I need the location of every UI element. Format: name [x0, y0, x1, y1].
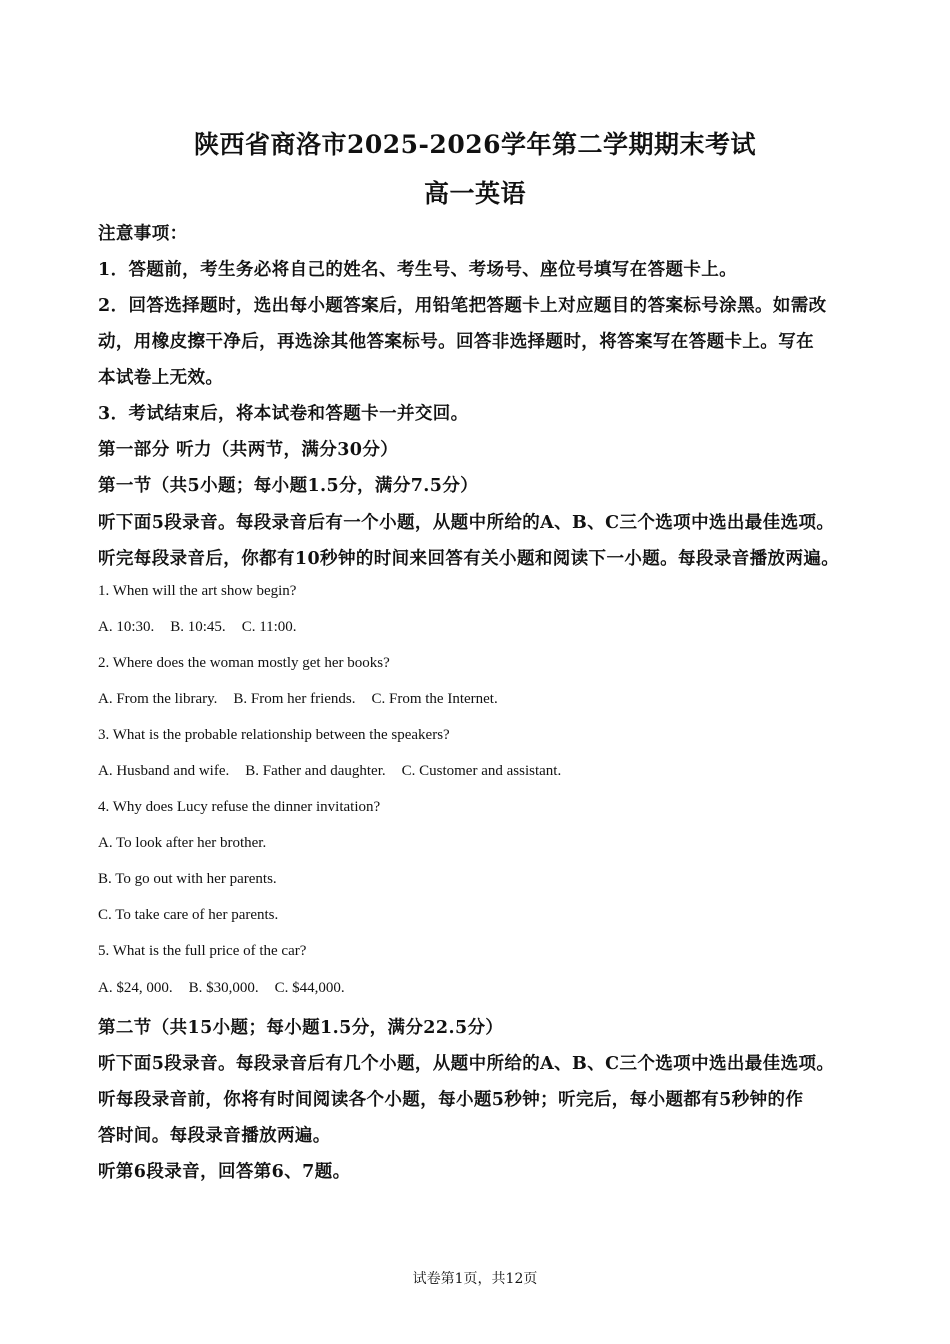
question-4-option-b: B. To go out with her parents. [98, 871, 277, 887]
exam-title: 陕西省商洛市2025-2026学年第二学期期末考试 [193, 130, 757, 159]
question-5-option-b: B. $30,000. [188, 980, 259, 996]
notice-item-2-line-3: 本试卷上无效。 [98, 368, 224, 388]
question-1-options [98, 619, 858, 636]
question-3-option-b: B. Father and daughter. [245, 763, 386, 779]
section1-instruction-line-2: 听完每段录音后，你都有10秒钟的时间来回答有关小题和阅读下一小题。每段录音播放两遍。 [98, 549, 840, 569]
section2-next-recording: 听第6段录音，回答第6、7题。 [98, 1162, 351, 1182]
question-1-option-b: B. 10:45. [170, 619, 226, 635]
section2-instruction-line-3: 答时间。每段录音播放两遍。 [98, 1126, 331, 1146]
question-3-option-a: A. Husband and wife. [98, 763, 230, 779]
notice-item-2-line-2: 动，用橡皮擦干净后，再选涂其他答案标号。回答非选择题时，将答案写在答题卡上。写在 [98, 332, 814, 352]
question-2-option-b: B. From her friends. [233, 691, 356, 707]
section1-instruction-line-1: 听下面5段录音。每段录音后有一个小题，从题中所给的A、B、C三个选项中选出最佳选项。 [98, 513, 835, 533]
question-4-stem: 4. Why does Lucy refuse the dinner invitation? [98, 799, 381, 815]
exam-subject: 高一英语 [423, 179, 526, 208]
part1-heading: 第一部分 听力（共两节，满分30分） [98, 440, 399, 460]
question-4-option-a: A. To look after her brother. [98, 835, 267, 851]
question-1-option-a: A. 10:30. [98, 619, 155, 635]
question-2-options [98, 691, 858, 708]
section1-heading: 第一节（共5小题；每小题1.5分，满分7.5分） [98, 476, 479, 496]
page-footer: 试卷第1页，共12页 [412, 1271, 538, 1287]
question-4-option-c: C. To take care of her parents. [98, 907, 279, 923]
question-1-stem: 1. When will the art show begin? [98, 583, 297, 599]
question-2-option-c: C. From the Internet. [371, 691, 498, 707]
question-1-option-c: C. 11:00. [241, 619, 297, 635]
question-5-options [98, 980, 858, 997]
notice-item-2-line-1: 2．回答选择题时，选出每小题答案后，用铅笔把答题卡上对应题目的答案标号涂黑。如需改 [98, 296, 827, 316]
question-3-option-c: C. Customer and assistant. [401, 763, 562, 779]
notice-item-1: 1．答题前，考生务必将自己的姓名、考生号、考场号、座位号填写在答题卡上。 [98, 260, 738, 280]
notice-item-3: 3．考试结束后，将本试卷和答题卡一并交回。 [98, 404, 469, 424]
question-3-stem: 3. What is the probable relationship between the speakers? [98, 727, 450, 743]
question-5-option-c: C. $44,000. [274, 980, 345, 996]
notice-heading: 注意事项： [98, 224, 188, 244]
section2-instruction-line-2: 听每段录音前，你将有时间阅读各个小题，每小题5秒钟；听完后，每小题都有5秒钟的作 [98, 1090, 804, 1110]
question-5-option-a: A. $24, 000. [98, 980, 173, 996]
question-5-stem: 5. What is the full price of the car? [98, 943, 307, 959]
question-3-options [98, 763, 858, 780]
question-2-option-a: A. From the library. [98, 691, 218, 707]
section2-heading: 第二节（共15小题；每小题1.5分，满分22.5分） [98, 1018, 504, 1038]
question-2-stem: 2. Where does the woman mostly get her books? [98, 655, 390, 671]
section2-instruction-line-1: 听下面5段录音。每段录音后有几个小题，从题中所给的A、B、C三个选项中选出最佳选项。 [98, 1054, 835, 1074]
